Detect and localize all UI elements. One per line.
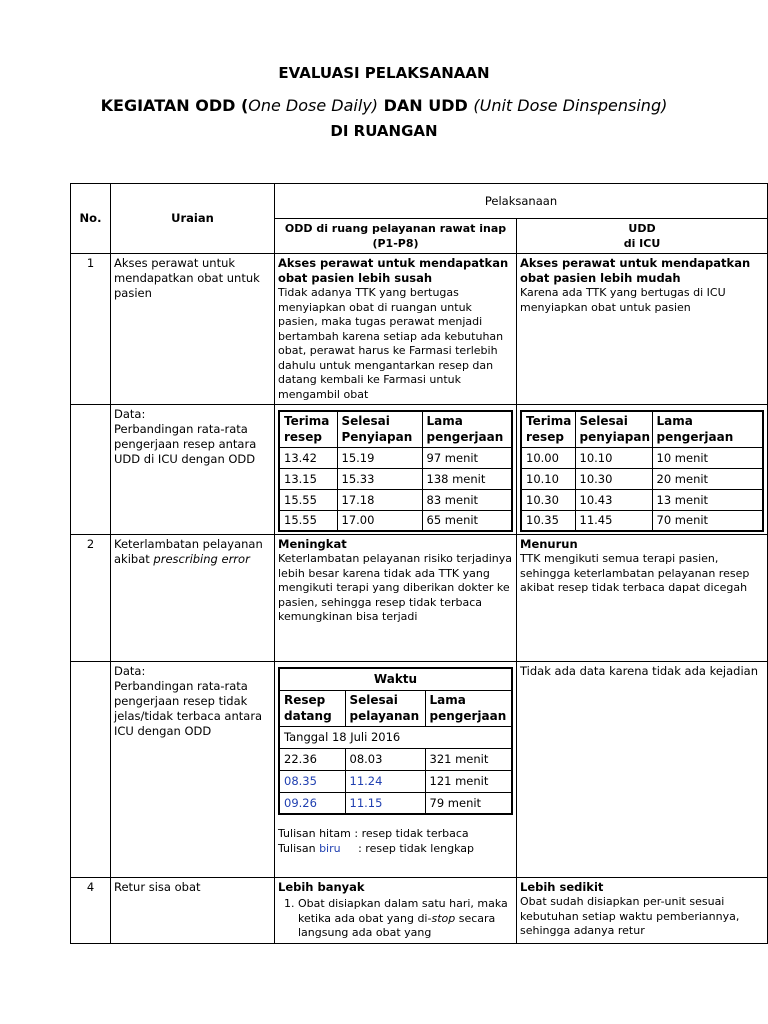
data-label: Data: [114,664,146,678]
odd-data-cell [275,662,517,878]
udd-finding-title: Menurun [520,537,578,551]
header-udd [517,219,768,254]
col-header: Lama pengerjaan [425,690,512,726]
table-cell: 17.00 [337,510,422,531]
col-header: Lama pengerjaan [652,411,763,447]
table-cell: 97 menit [422,447,512,468]
document-subtitle [0,96,768,115]
table-cell: 13 menit [652,489,763,510]
row-number-empty [71,662,111,878]
table-cell: 10.00 [521,447,575,468]
table-cell: 10 menit [652,447,763,468]
legend-black: Tulisan hitam : resep tidak terbaca [278,827,469,840]
header-pelaksanaan: Pelaksanaan [275,184,768,219]
udd-finding-title: Lebih sedikit [520,880,604,894]
table-row [279,792,512,814]
table-cell: 15.33 [337,468,422,489]
row-number: 2 [71,535,111,662]
table-cell: 15.55 [279,489,337,510]
subtitle-udd: (Unit Dose Dinspensing) [473,96,668,115]
row-data-uraian [111,405,275,535]
table-row [279,748,512,770]
udd-finding-title: Akses perawat untuk mendapatkan obat pasien lebih mudah [520,256,751,285]
table-cell: 10.30 [575,468,652,489]
odd-finding-text: Keterlambatan pelayanan risiko terjadinya lebih besar karena tidak ada TTK yang mengikuti terapi yang diberikan dokter ke pasien, sehingga resep tidak terbaca kemungkinan bisa terjadi [278,552,513,623]
list-item [298,897,513,941]
header-udd-line1: UDD [628,222,656,235]
table-cell: 79 menit [425,792,512,814]
table-cell: 13.15 [279,468,337,489]
udd-time-table [520,410,764,532]
odd-finding-title: Akses perawat untuk mendapatkan obat pasien lebih susah [278,256,509,285]
table-cell: 17.18 [337,489,422,510]
table-cell: 70 menit [652,510,763,531]
table-cell: 10.30 [521,489,575,510]
udd-finding-text: Karena ada TTK yang bertugas di ICU menyiapkan obat untuk pasien [520,286,726,314]
table-cell: 10.35 [521,510,575,531]
legend-blue-post: : resep tidak lengkap [340,841,474,855]
table-cell: 121 menit [425,770,512,792]
udd-finding-text: Obat sudah disiapkan per-unit sesuai kebutuhan setiap waktu pemberiannya, sehingga adanya retur [520,895,740,937]
table-cell: 10.10 [575,447,652,468]
col-header: Lama pengerjaan [422,411,512,447]
table-row [279,447,512,468]
waktu-header: Waktu [279,668,512,690]
table-cell: 13.42 [279,447,337,468]
table-cell: 10.10 [521,468,575,489]
odd-finding-title: Lebih banyak [278,880,365,894]
legend-blue-pre: Tulisan [278,841,320,855]
odd-data-cell [275,405,517,535]
table-row [521,510,763,531]
odd-cell [275,254,517,405]
table-cell: 11.15 [345,792,425,814]
table-cell: 138 menit [422,468,512,489]
data-label: Data: [114,407,146,421]
data-description: Perbandingan rata-rata pengerjaan resep tidak jelas/tidak terbaca antara ICU dengan ODD [114,679,263,738]
subtitle-prefix: KEGIATAN ODD ( [100,96,249,115]
date-row: Tanggal 18 Juli 2016 [279,726,512,748]
col-header: Resep datang [279,690,345,726]
col-header: Selesai pelayanan [345,690,425,726]
udd-finding-text: TTK mengikuti semua terapi pasien, sehingga keterlambatan pelayanan resep akibat resep tidak terbaca dapat dicegah [520,552,750,594]
list-item-text: Obat disiapkan dalam satu hari, maka ketika ada obat yang di- [298,897,508,925]
table-row [279,510,512,531]
udd-data-cell: Tidak ada data karena tidak ada kejadian [517,662,768,878]
table-row [521,468,763,489]
header-uraian: Uraian [111,184,275,254]
table-cell: 11.24 [345,770,425,792]
table-row [521,447,763,468]
header-no: No. [71,184,111,254]
udd-data-cell [517,405,768,535]
row-number: 4 [71,878,111,944]
table-row [279,468,512,489]
col-header: Selesai penyiapan [575,411,652,447]
table-row [279,489,512,510]
odd-time-table [278,410,513,532]
table-cell: 321 menit [425,748,512,770]
data-description: Perbandingan rata-rata pengerjaan resep antara UDD di ICU dengan ODD [114,422,257,466]
row-data-uraian [111,662,275,878]
list-item-italic: stop [431,911,456,925]
table-cell: 11.45 [575,510,652,531]
table-cell: 83 menit [422,489,512,510]
table-cell: 08.03 [345,748,425,770]
odd-finding-list [278,897,513,941]
udd-cell [517,535,768,662]
col-header: Selesai Penyiapan [337,411,422,447]
row-uraian: Retur sisa obat [111,878,275,944]
table-row [279,770,512,792]
legend-blue [278,842,513,857]
table-cell: 08.35 [279,770,345,792]
row-number: 1 [71,254,111,405]
table-cell: 20 menit [652,468,763,489]
udd-cell [517,878,768,944]
table-cell: 10.43 [575,489,652,510]
udd-cell [517,254,768,405]
table-cell: 15.19 [337,447,422,468]
table-cell: 15.55 [279,510,337,531]
table-cell: 22.36 [279,748,345,770]
uraian-italic: prescribing error [153,552,250,566]
legend-blue-word: biru [319,841,341,855]
header-odd: ODD di ruang pelayanan rawat inap (P1-P8) [275,219,517,254]
col-header: Terima resep [521,411,575,447]
table-cell: 65 menit [422,510,512,531]
odd-cell [275,878,517,944]
document-title: EVALUASI PELAKSANAAN [278,64,490,82]
row-number-empty [71,405,111,535]
odd-finding-title: Meningkat [278,537,347,551]
odd-cell [275,535,517,662]
table-cell: 09.26 [279,792,345,814]
document-location: DI RUANGAN [330,122,438,140]
col-header: Terima resep [279,411,337,447]
subtitle-mid: DAN UDD [378,96,474,115]
waktu-table [278,667,513,815]
uraian-text: Keterlambatan pelayanan akibat [114,537,263,566]
subtitle-odd: One Dose Daily) [248,96,379,115]
evaluation-table [70,183,768,944]
row-uraian: Akses perawat untuk mendapatkan obat untuk pasien [111,254,275,405]
list-item-text-end: secara langsung ada obat yang [298,911,496,939]
odd-finding-text: Tidak adanya TTK yang bertugas menyiapkan obat di ruangan untuk pasien, maka tugas perawat menjadi bertambah karena setiap ada kebutuhan obat, perawat harus ke Farmasi terlebih dahulu untuk mengantarkan resep dan datang kembali ke Farmasi untuk mengambil obat [278,286,504,401]
header-udd-line2: di ICU [623,237,661,250]
table-row [521,489,763,510]
row-uraian [111,535,275,662]
